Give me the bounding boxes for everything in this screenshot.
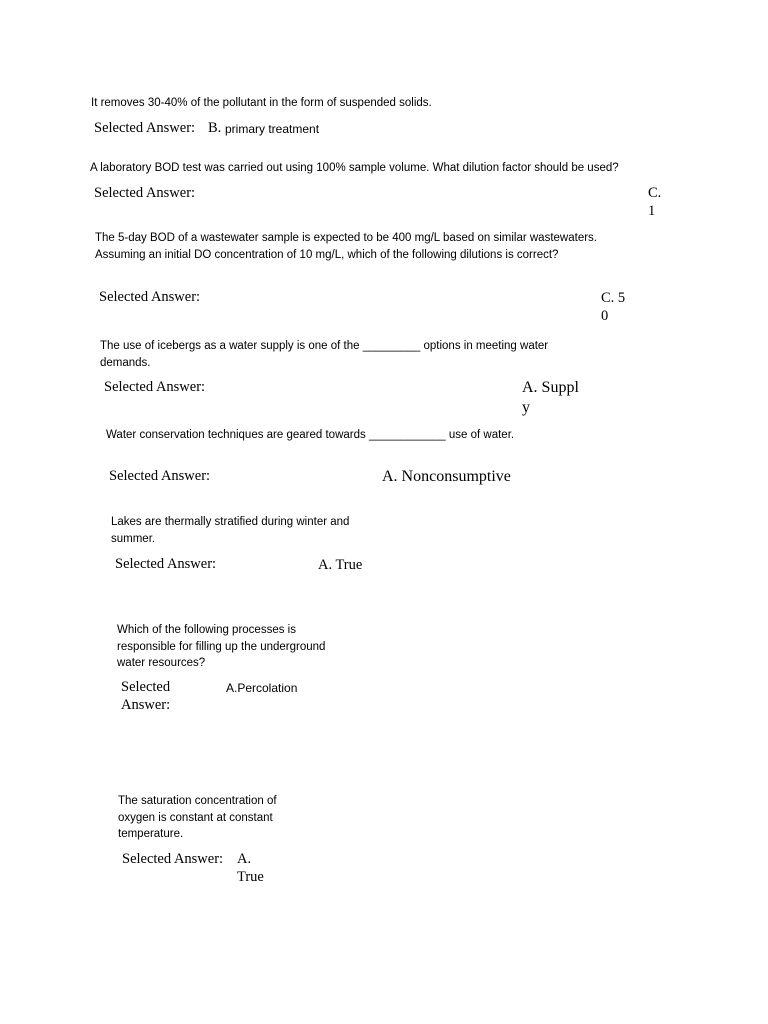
question-3-selected-label: Selected Answer: [99,289,201,305]
question-8-selected-label: Selected Answer: [122,851,224,867]
question-7-text: Which of the following processes is responsible for filling up the underground water resources? [117,624,326,669]
question-7-answer: A.Percolation [226,681,298,695]
question-1-text: It removes 30-40% of the pollutant in the form of suspended solids. [91,97,432,109]
question-6-answer: A. True [318,557,363,573]
question-2-selected-label: Selected Answer: [94,185,196,201]
question-4-answer: A. Supply [522,379,579,416]
question-1-answer-letter: B. [208,120,222,136]
question-6-selected-label: Selected Answer: [115,556,217,572]
question-3-answer: C. 50 [601,290,626,324]
question-4-text: The use of icebergs as a water supply is one of the _________ options in meeting water demands. [100,340,549,369]
question-6-text: Lakes are thermally stratified during winter and summer. [111,516,350,545]
question-1-answer-text: primary treatment [225,122,320,136]
question-1-selected-label: Selected Answer: [94,120,196,136]
question-5-text: Water conservation techniques are geared towards ____________ use of water. [106,429,515,441]
question-5-answer: A. Nonconsumptive [382,468,511,485]
question-3-text: The 5-day BOD of a wastewater sample is expected to be 400 mg/L based on similar wastewaters. Assuming an initial DO concentration of 10 mg/L, which of the following dilutions is correct? [95,232,597,261]
question-2-text: A laboratory BOD test was carried out using 100% sample volume. What dilution factor should be used? [90,162,619,174]
question-5-selected-label: Selected Answer: [109,468,211,484]
question-2-answer: C. 1 [648,185,662,219]
question-4-selected-label: Selected Answer: [104,379,206,395]
question-8-answer: A. True [237,851,264,885]
question-8-text: The saturation concentration of oxygen is constant at constant temperature. [118,795,277,840]
question-7-selected-label: Selected Answer: [121,679,171,713]
